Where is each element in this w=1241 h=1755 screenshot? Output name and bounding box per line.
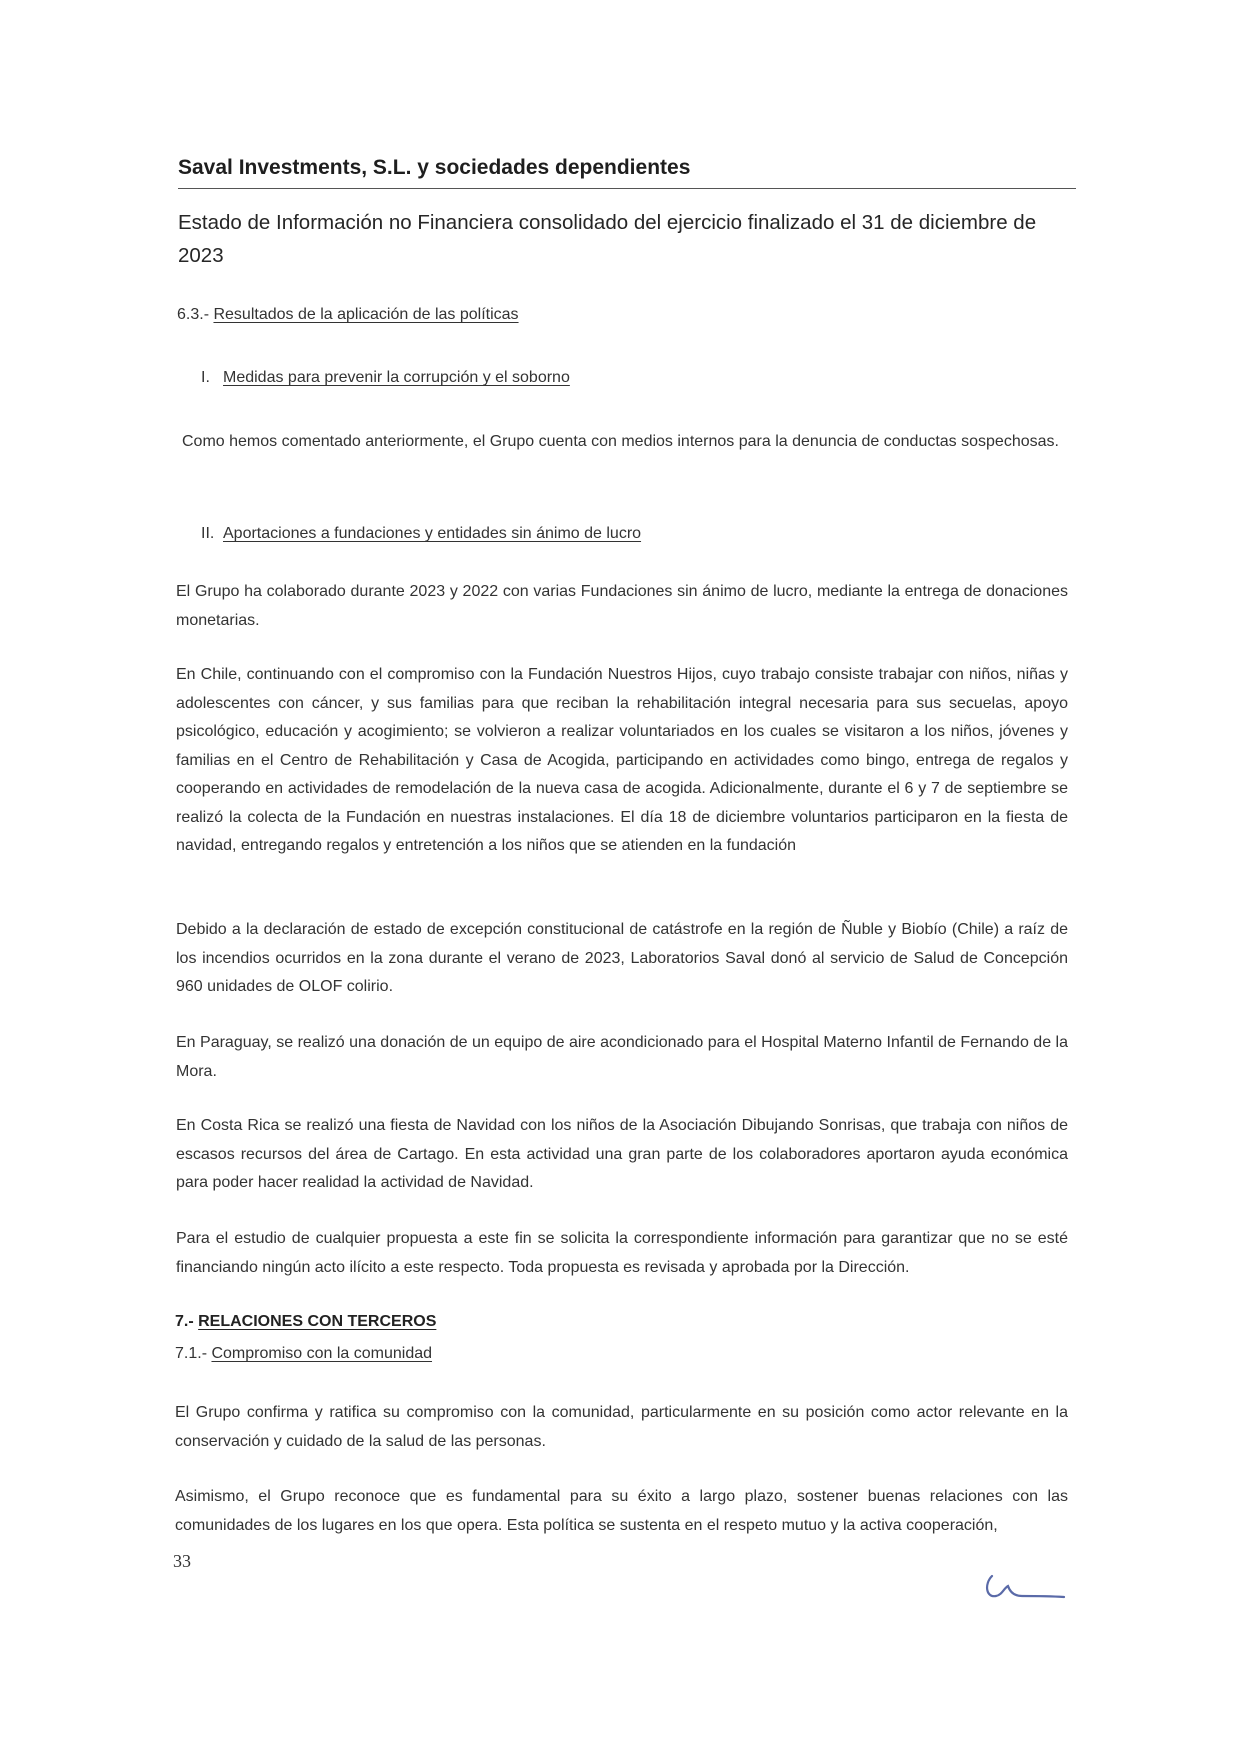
section-6-3-title: Resultados de la aplicación de las políticas [213,306,519,323]
paragraph-chile: En Chile, continuando con el compromiso con la Fundación Nuestros Hijos, cuyo trabajo consiste trabajar con niños, niñas y adolescentes con cáncer, y sus familias para que reciban la rehabilitación integral necesaria para sus secuelas, apoyo psicológico, educación y acogimiento; se volvieron a realizar voluntariados en los cuales se visitaron a los niños, jóvenes y familias en el Centro de Rehabilitación y Casa de Acogida, participando en actividades como bingo, entrega de regalos y cooperando en actividades de remodelación de la nueva casa de acogida. Adicionalmente, durante el 6 y 7 de septiembre se realizó la colecta de la Fundación en nuestras instalaciones. El día 18 de diciembre voluntarios participaron en la fiesta de navidad, entregando regalos y entretención a los niños que se atienden en la fundación [176,666,1068,854]
signature-initial-mark [978,1572,1068,1612]
item-i-numeral: I. [201,369,210,386]
paragraph-donaciones: El Grupo ha colaborado durante 2023 y 2022 con varias Fundaciones sin ánimo de lucro, mediante la entrega de donaciones monetarias. [176,583,1068,629]
paragraph-relaciones: Asimismo, el Grupo reconoce que es fundamental para su éxito a largo plazo, sostener buenas relaciones con las comunidades de los lugares en los que opera. Esta política se sustenta en el respeto mutuo y la activa cooperación, [175,1488,1068,1534]
paragraph-catastrofe: Debido a la declaración de estado de excepción constitucional de catástrofe en la región de Ñuble y Biobío (Chile) a raíz de los incendios ocurridos en la zona durante el verano de 2023, Laboratorios Saval donó al servicio de Salud de Concepción 960 unidades de OLOF colirio. [176,921,1068,995]
item-ii-title: Aportaciones a fundaciones y entidades sin ánimo de lucro [223,525,642,542]
paragraph-propuestas: Para el estudio de cualquier propuesta a este fin se solicita la correspondiente información para garantizar que no se esté financiando ningún acto ilícito a este respecto. Toda propuesta es revisada y aprobada por la Dirección. [176,1230,1068,1276]
section-7-number: 7.- [175,1313,194,1330]
section-7-1-title: Compromiso con la comunidad [211,1345,433,1362]
item-ii-heading [201,525,641,543]
paragraph-compromiso: El Grupo confirma y ratifica su compromiso con la comunidad, particularmente en su posición como actor relevante en la conservación y cuidado de la salud de las personas. [175,1404,1068,1450]
section-7-heading [175,1313,436,1331]
section-6-3-number: 6.3.- [177,306,210,323]
report-subtitle: Estado de Información no Financiera consolidado del ejercicio finalizado el 31 de diciembre de 2023 [178,211,1037,267]
paragraph-denuncia: Como hemos comentado anteriormente, el Grupo cuenta con medios internos para la denuncia de conductas sospechosas. [182,433,1059,450]
page-number: 33 [173,1551,191,1571]
company-name: Saval Investments, S.L. y sociedades dependientes [178,156,691,179]
item-i-heading [201,369,570,387]
item-i-title: Medidas para prevenir la corrupción y el soborno [223,369,570,386]
section-7-1-heading [175,1345,432,1363]
section-7-title: RELACIONES CON TERCEROS [198,1313,437,1330]
section-6-3-heading [177,306,519,324]
section-7-1-number: 7.1.- [175,1345,208,1362]
header-divider [178,188,1076,189]
paragraph-paraguay: En Paraguay, se realizó una donación de un equipo de aire acondicionado para el Hospital Materno Infantil de Fernando de la Mora. [176,1034,1068,1080]
paragraph-costa-rica: En Costa Rica se realizó una fiesta de Navidad con los niños de la Asociación Dibujando Sonrisas, que trabaja con niños de escasos recursos del área de Cartago. En esta actividad una gran parte de los colaboradores aportaron ayuda económica para poder hacer realidad la actividad de Navidad. [176,1117,1068,1191]
item-ii-numeral: II. [201,525,215,542]
